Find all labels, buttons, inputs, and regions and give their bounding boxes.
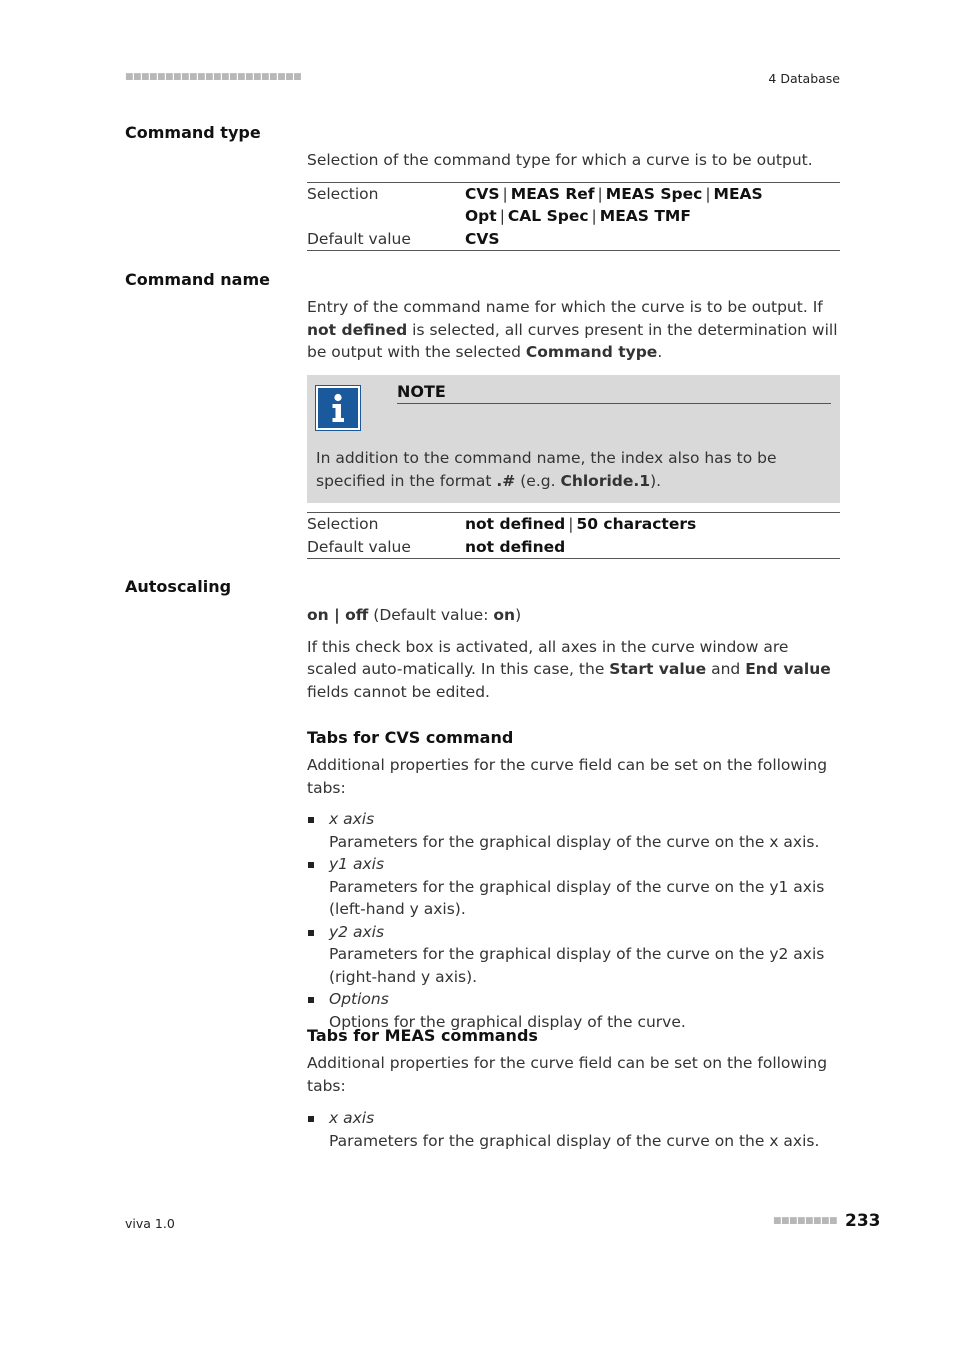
product-version: viva 1.0 [125,1216,175,1231]
option: MEAS Ref [510,184,595,203]
default-value: not defined [465,537,566,556]
autoscaling-default: on | off (Default value: on) [307,606,522,624]
command-name-block [307,512,840,559]
chapter-title: 4 Database [768,71,840,86]
option: 50 characters [576,515,697,533]
command-type-description: Selection of the command type for which a curve is to be output. [307,151,813,169]
note-title: NOTE [397,382,831,404]
list-item: y2 axis Parameters for the graphical display of the curve on the y2 axis (right-hand y axis). [307,921,840,989]
bullet-icon [308,1116,314,1122]
bullet-icon [308,862,314,868]
footer-decoration: ■■■■■■■■ [773,1216,838,1226]
list-item: x axis Parameters for the graphical display of the curve on the x axis. [307,1107,840,1152]
option: MEAS Opt [465,184,763,225]
selection-label: Selection [307,515,379,533]
option: CVS [465,184,500,203]
tabs-meas-block [307,1052,840,1152]
bullet-icon [308,817,314,823]
option: not defined [465,515,566,533]
header-decoration: ■■■■■■■■■■■■■■■■■■■■■■ [125,72,302,82]
list-item: Options Options for the graphical display of the curve. [307,988,840,1033]
option: MEAS Spec [605,184,703,203]
autoscaling-description: If this check box is activated, all axes in the curve window are scaled auto-matically. In this case, the Start value and End value fields cannot be edited. [307,637,831,701]
command-name-description: Entry of the command name for which the curve is to be output. If not defined is selected, all curves present in the determination will be output with the selected Command type. [307,298,838,361]
selection-options: CVS | MEAS Ref | MEAS Spec | MEAS Opt | CAL Spec | MEAS TMF [465,184,763,225]
tabs-cvs-block [307,754,840,1033]
note-text: In addition to the command name, the index also has to be specified in the format .# (e.g. Chloride.1). [316,449,777,490]
page-number: 233 [845,1211,881,1231]
tabs-cvs-intro: Additional properties for the curve field can be set on the following tabs: [307,756,828,797]
table-row [307,536,840,559]
selection-options: not defined | 50 characters [465,515,697,533]
tabs-meas-list [307,1107,840,1152]
command-type-block [307,149,840,251]
table-row [307,513,840,536]
selection-label: Selection [307,184,379,203]
info-icon [316,386,360,430]
table-row [307,228,840,251]
list-item: y1 axis Parameters for the graphical display of the curve on the y1 axis (left-hand y axis). [307,853,840,921]
section-title-command-name: Command name [125,270,270,289]
option: MEAS TMF [599,207,691,225]
tabs-meas-intro: Additional properties for the curve field can be set on the following tabs: [307,1054,828,1095]
table-row [307,183,840,228]
subsection-title-tabs-cvs: Tabs for CVS command [307,728,514,747]
note-box [307,375,840,503]
autoscaling-block [307,604,840,703]
default-value: CVS [465,229,500,248]
section-title-command-type: Command type [125,123,261,142]
section-title-autoscaling: Autoscaling [125,577,232,596]
bullet-icon [308,997,314,1003]
option: CAL Spec [507,207,589,225]
list-item: x axis Parameters for the graphical display of the curve on the x axis. [307,808,840,853]
default-label: Default value [307,229,411,248]
subsection-title-tabs-meas: Tabs for MEAS commands [307,1026,538,1045]
command-name-table [307,512,840,559]
tabs-cvs-list [307,808,840,1033]
command-type-table [307,182,840,252]
bullet-icon [308,930,314,936]
default-label: Default value [307,537,411,556]
